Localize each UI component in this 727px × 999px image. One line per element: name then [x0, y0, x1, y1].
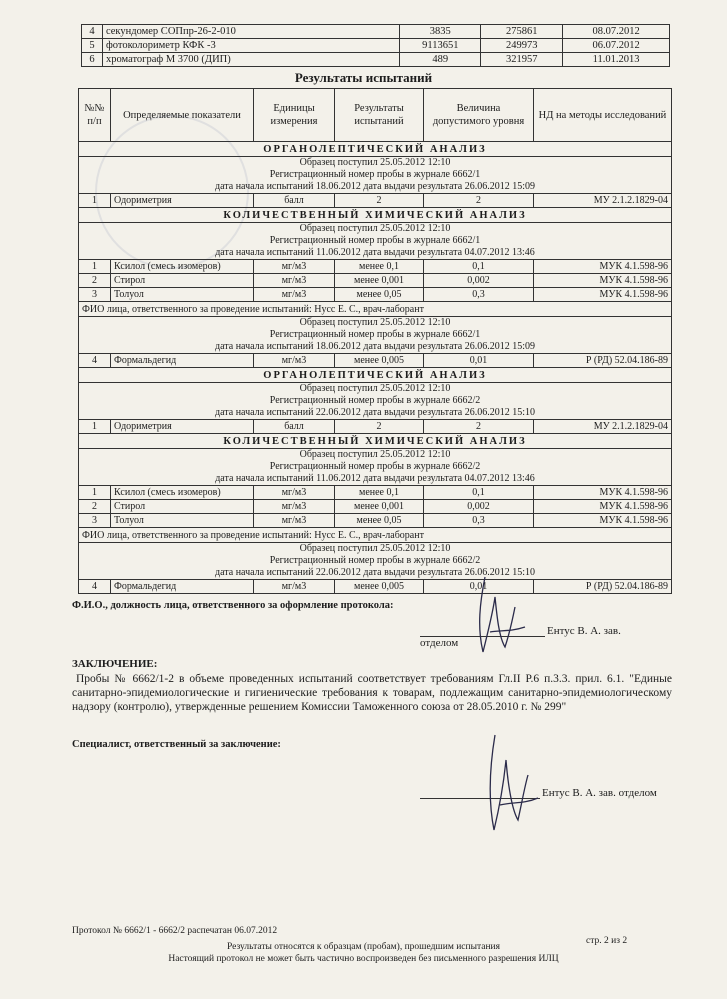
- method-doc: Р (РД) 52.04.186-89: [534, 580, 672, 594]
- sample-info: [79, 223, 672, 260]
- result-num: 1: [79, 420, 111, 434]
- unit: мг/м3: [254, 514, 335, 528]
- sample-info-row: [79, 223, 672, 260]
- indicator-name: Одориметрия: [111, 194, 254, 208]
- sample-info-line: Регистрационный номер пробы в журнале 6662/2: [269, 461, 481, 472]
- unit: балл: [254, 420, 335, 434]
- section-heading: КОЛИЧЕСТВЕННЫЙ ХИМИЧЕСКИЙ АНАЛИЗ: [79, 208, 672, 223]
- header-result: Результаты испытаний: [335, 89, 424, 142]
- equipment-name: фотоколориметр КФК -3: [102, 39, 399, 53]
- unit: мг/м3: [254, 580, 335, 594]
- responsible-person: ФИО лица, ответственного за проведение испытаний: Нусс Е. С., врач-лаборант: [79, 528, 672, 543]
- equipment-num: 6: [82, 53, 103, 67]
- section-row: [79, 208, 672, 223]
- result-row: [79, 260, 672, 274]
- result-num: 2: [79, 274, 111, 288]
- result-value: 2: [335, 420, 424, 434]
- header-allowed: Величина допустимого уровня: [424, 89, 534, 142]
- unit: мг/м3: [254, 486, 335, 500]
- result-num: 2: [79, 500, 111, 514]
- sample-info-line: Образец поступил 25.05.2012 12:10: [299, 383, 451, 394]
- sample-info: [79, 449, 672, 486]
- responsible-row: [79, 528, 672, 543]
- result-value: менее 0,001: [335, 274, 424, 288]
- handwritten-signature-2: [470, 730, 545, 840]
- unit: балл: [254, 194, 335, 208]
- equipment-row: [82, 53, 670, 67]
- result-value: менее 0,05: [335, 288, 424, 302]
- results-header-row: [79, 89, 672, 142]
- equipment-date: 06.07.2012: [563, 39, 670, 53]
- sample-info-line: Регистрационный номер пробы в журнале 6662/2: [269, 395, 481, 406]
- section-heading: КОЛИЧЕСТВЕННЫЙ ХИМИЧЕСКИЙ АНАЛИЗ: [79, 434, 672, 449]
- allowed-level: 0,3: [424, 514, 534, 528]
- allowed-level: 0,01: [424, 354, 534, 368]
- sample-info-line: дата начала испытаний 11.06.2012 дата выдачи результата 04.07.2012 13:46: [215, 473, 535, 484]
- footer-note-results: Результаты относятся к образцам (пробам), прошедшим испытания: [227, 942, 500, 952]
- sample-info-row: [79, 317, 672, 354]
- sample-info-line: дата начала испытаний 18.06.2012 дата выдачи результата 26.06.2012 15:09: [215, 341, 535, 352]
- method-doc: МУК 4.1.598-96: [534, 514, 672, 528]
- indicator-name: Толуол: [111, 514, 254, 528]
- result-row: [79, 194, 672, 208]
- result-row: [79, 354, 672, 368]
- result-value: менее 0,1: [335, 486, 424, 500]
- specialist-label: Специалист, ответственный за заключение:: [72, 739, 281, 750]
- allowed-level: 0,1: [424, 260, 534, 274]
- result-num: 1: [79, 260, 111, 274]
- footer-protocol-number: Протокол № 6662/1 - 6662/2 распечатан 06.07.2012: [72, 926, 278, 936]
- sample-info: [79, 317, 672, 354]
- allowed-level: 0,1: [424, 486, 534, 500]
- result-num: 4: [79, 354, 111, 368]
- header-num: №№ п/п: [79, 89, 111, 142]
- equipment-serial: 3835: [400, 25, 481, 39]
- allowed-level: 0,002: [424, 274, 534, 288]
- result-row: [79, 274, 672, 288]
- method-doc: МУК 4.1.598-96: [534, 486, 672, 500]
- indicator-name: Толуол: [111, 288, 254, 302]
- equipment-name: хроматограф М 3700 (ДИП): [102, 53, 399, 67]
- result-num: 4: [79, 580, 111, 594]
- header-method: НД на методы исследований: [534, 89, 672, 142]
- result-value: менее 0,1: [335, 260, 424, 274]
- footer-page-number: стр. 2 из 2: [586, 936, 628, 946]
- section-row: [79, 142, 672, 157]
- indicator-name: Ксилол (смесь изомеров): [111, 486, 254, 500]
- equipment-serial: 489: [400, 53, 481, 67]
- indicator-name: Ксилол (смесь изомеров): [111, 260, 254, 274]
- results-table: [78, 88, 672, 594]
- specialist-signature-line: [420, 787, 665, 799]
- conclusion-heading: ЗАКЛЮЧЕНИЕ:: [72, 658, 158, 670]
- sample-info-row: [79, 157, 672, 194]
- result-num: 3: [79, 288, 111, 302]
- sample-info: [79, 543, 672, 580]
- equipment-row: [82, 25, 670, 39]
- equipment-num: 4: [82, 25, 103, 39]
- section-row: [79, 368, 672, 383]
- result-row: [79, 580, 672, 594]
- method-doc: МУК 4.1.598-96: [534, 288, 672, 302]
- result-row: [79, 420, 672, 434]
- result-row: [79, 500, 672, 514]
- sample-info-row: [79, 543, 672, 580]
- unit: мг/м3: [254, 288, 335, 302]
- sample-info-line: Образец поступил 25.05.2012 12:10: [299, 157, 451, 168]
- sample-info-line: Образец поступил 25.05.2012 12:10: [299, 543, 451, 554]
- indicator-name: Стирол: [111, 274, 254, 288]
- method-doc: Р (РД) 52.04.186-89: [534, 354, 672, 368]
- sample-info-line: Образец поступил 25.05.2012 12:10: [299, 223, 451, 234]
- result-row: [79, 288, 672, 302]
- equipment-date: 11.01.2013: [563, 53, 670, 67]
- sample-info: [79, 157, 672, 194]
- header-indicator: Определяемые показатели: [111, 89, 254, 142]
- sample-info-row: [79, 383, 672, 420]
- equipment-table: [81, 24, 670, 67]
- method-doc: МУ 2.1.2.1829-04: [534, 420, 672, 434]
- unit: мг/м3: [254, 274, 335, 288]
- equipment-date: 08.07.2012: [563, 25, 670, 39]
- unit: мг/м3: [254, 260, 335, 274]
- sample-info-line: дата начала испытаний 11.06.2012 дата выдачи результата 04.07.2012 13:46: [215, 247, 535, 258]
- equipment-serial: 9113651: [400, 39, 481, 53]
- results-title: Результаты испытаний: [294, 70, 433, 85]
- unit: мг/м3: [254, 354, 335, 368]
- sample-info-line: дата начала испытаний 18.06.2012 дата выдачи результата 26.06.2012 15:09: [215, 181, 535, 192]
- header-units: Единицы измерения: [254, 89, 335, 142]
- sample-info-line: Регистрационный номер пробы в журнале 6662/1: [269, 329, 481, 340]
- protocol-signature-line: [420, 625, 660, 649]
- result-value: менее 0,05: [335, 514, 424, 528]
- method-doc: МУК 4.1.598-96: [534, 500, 672, 514]
- allowed-level: 2: [424, 420, 534, 434]
- allowed-level: 0,002: [424, 500, 534, 514]
- indicator-name: Одориметрия: [111, 420, 254, 434]
- result-value: 2: [335, 194, 424, 208]
- method-doc: МУК 4.1.598-96: [534, 260, 672, 274]
- result-row: [79, 486, 672, 500]
- sample-info-line: Регистрационный номер пробы в журнале 6662/1: [269, 235, 481, 246]
- allowed-level: 0,01: [424, 580, 534, 594]
- result-num: 3: [79, 514, 111, 528]
- result-num: 1: [79, 194, 111, 208]
- indicator-name: Стирол: [111, 500, 254, 514]
- conclusion-text: Пробы № 6662/1-2 в объеме проведенных испытаний соответствует требованиям Гл.II Р.6 п.3.3. прил. 6.1. "Единые санитарно-эпидемиологические и гигиенические требования к товарам, подлежащим санитарно-эпидемиологическому надзору (контролю), утвержденные решением Комиссии Таможенного союза от 28.05.2010 г. № 299": [72, 673, 672, 713]
- sample-info-line: дата начала испытаний 22.06.2012 дата выдачи результата 26.06.2012 15:10: [215, 407, 535, 418]
- allowed-level: 2: [424, 194, 534, 208]
- equipment-row: [82, 39, 670, 53]
- section-heading: ОРГАНОЛЕПТИЧЕСКИЙ АНАЛИЗ: [79, 142, 672, 157]
- sample-info-line: дата начала испытаний 22.06.2012 дата выдачи результата 26.06.2012 15:10: [215, 567, 535, 578]
- indicator-name: Формальдегид: [111, 580, 254, 594]
- specialist-signer: Ентус В. А. зав. отделом: [542, 787, 657, 799]
- equipment-name: секундомер СОПпр-26-2-010: [102, 25, 399, 39]
- section-row: [79, 434, 672, 449]
- result-num: 1: [79, 486, 111, 500]
- unit: мг/м3: [254, 500, 335, 514]
- sample-info-line: Регистрационный номер пробы в журнале 6662/1: [269, 169, 481, 180]
- section-heading: ОРГАНОЛЕПТИЧЕСКИЙ АНАЛИЗ: [79, 368, 672, 383]
- method-doc: МУК 4.1.598-96: [534, 274, 672, 288]
- sample-info-line: Образец поступил 25.05.2012 12:10: [299, 317, 451, 328]
- signature-underline: [420, 798, 540, 799]
- method-doc: МУ 2.1.2.1829-04: [534, 194, 672, 208]
- equipment-cert: 275861: [481, 25, 563, 39]
- responsible-row: [79, 302, 672, 317]
- protocol-signer: Ентус В. А. зав. отделом: [420, 625, 621, 649]
- footer-note-reproduction: Настоящий протокол не может быть частично воспроизведен без письменного разрешения ИЛЦ: [168, 954, 559, 964]
- sample-info-line: Образец поступил 25.05.2012 12:10: [299, 449, 451, 460]
- responsible-person: ФИО лица, ответственного за проведение испытаний: Нусс Е. С., врач-лаборант: [79, 302, 672, 317]
- allowed-level: 0,3: [424, 288, 534, 302]
- result-row: [79, 514, 672, 528]
- sample-info: [79, 383, 672, 420]
- protocol-responsible-label: Ф.И.О., должность лица, ответственного за оформление протокола:: [72, 600, 394, 611]
- result-value: менее 0,005: [335, 580, 424, 594]
- equipment-cert: 249973: [481, 39, 563, 53]
- equipment-num: 5: [82, 39, 103, 53]
- sample-info-row: [79, 449, 672, 486]
- indicator-name: Формальдегид: [111, 354, 254, 368]
- equipment-cert: 321957: [481, 53, 563, 67]
- sample-info-line: Регистрационный номер пробы в журнале 6662/2: [269, 555, 481, 566]
- result-value: менее 0,005: [335, 354, 424, 368]
- result-value: менее 0,001: [335, 500, 424, 514]
